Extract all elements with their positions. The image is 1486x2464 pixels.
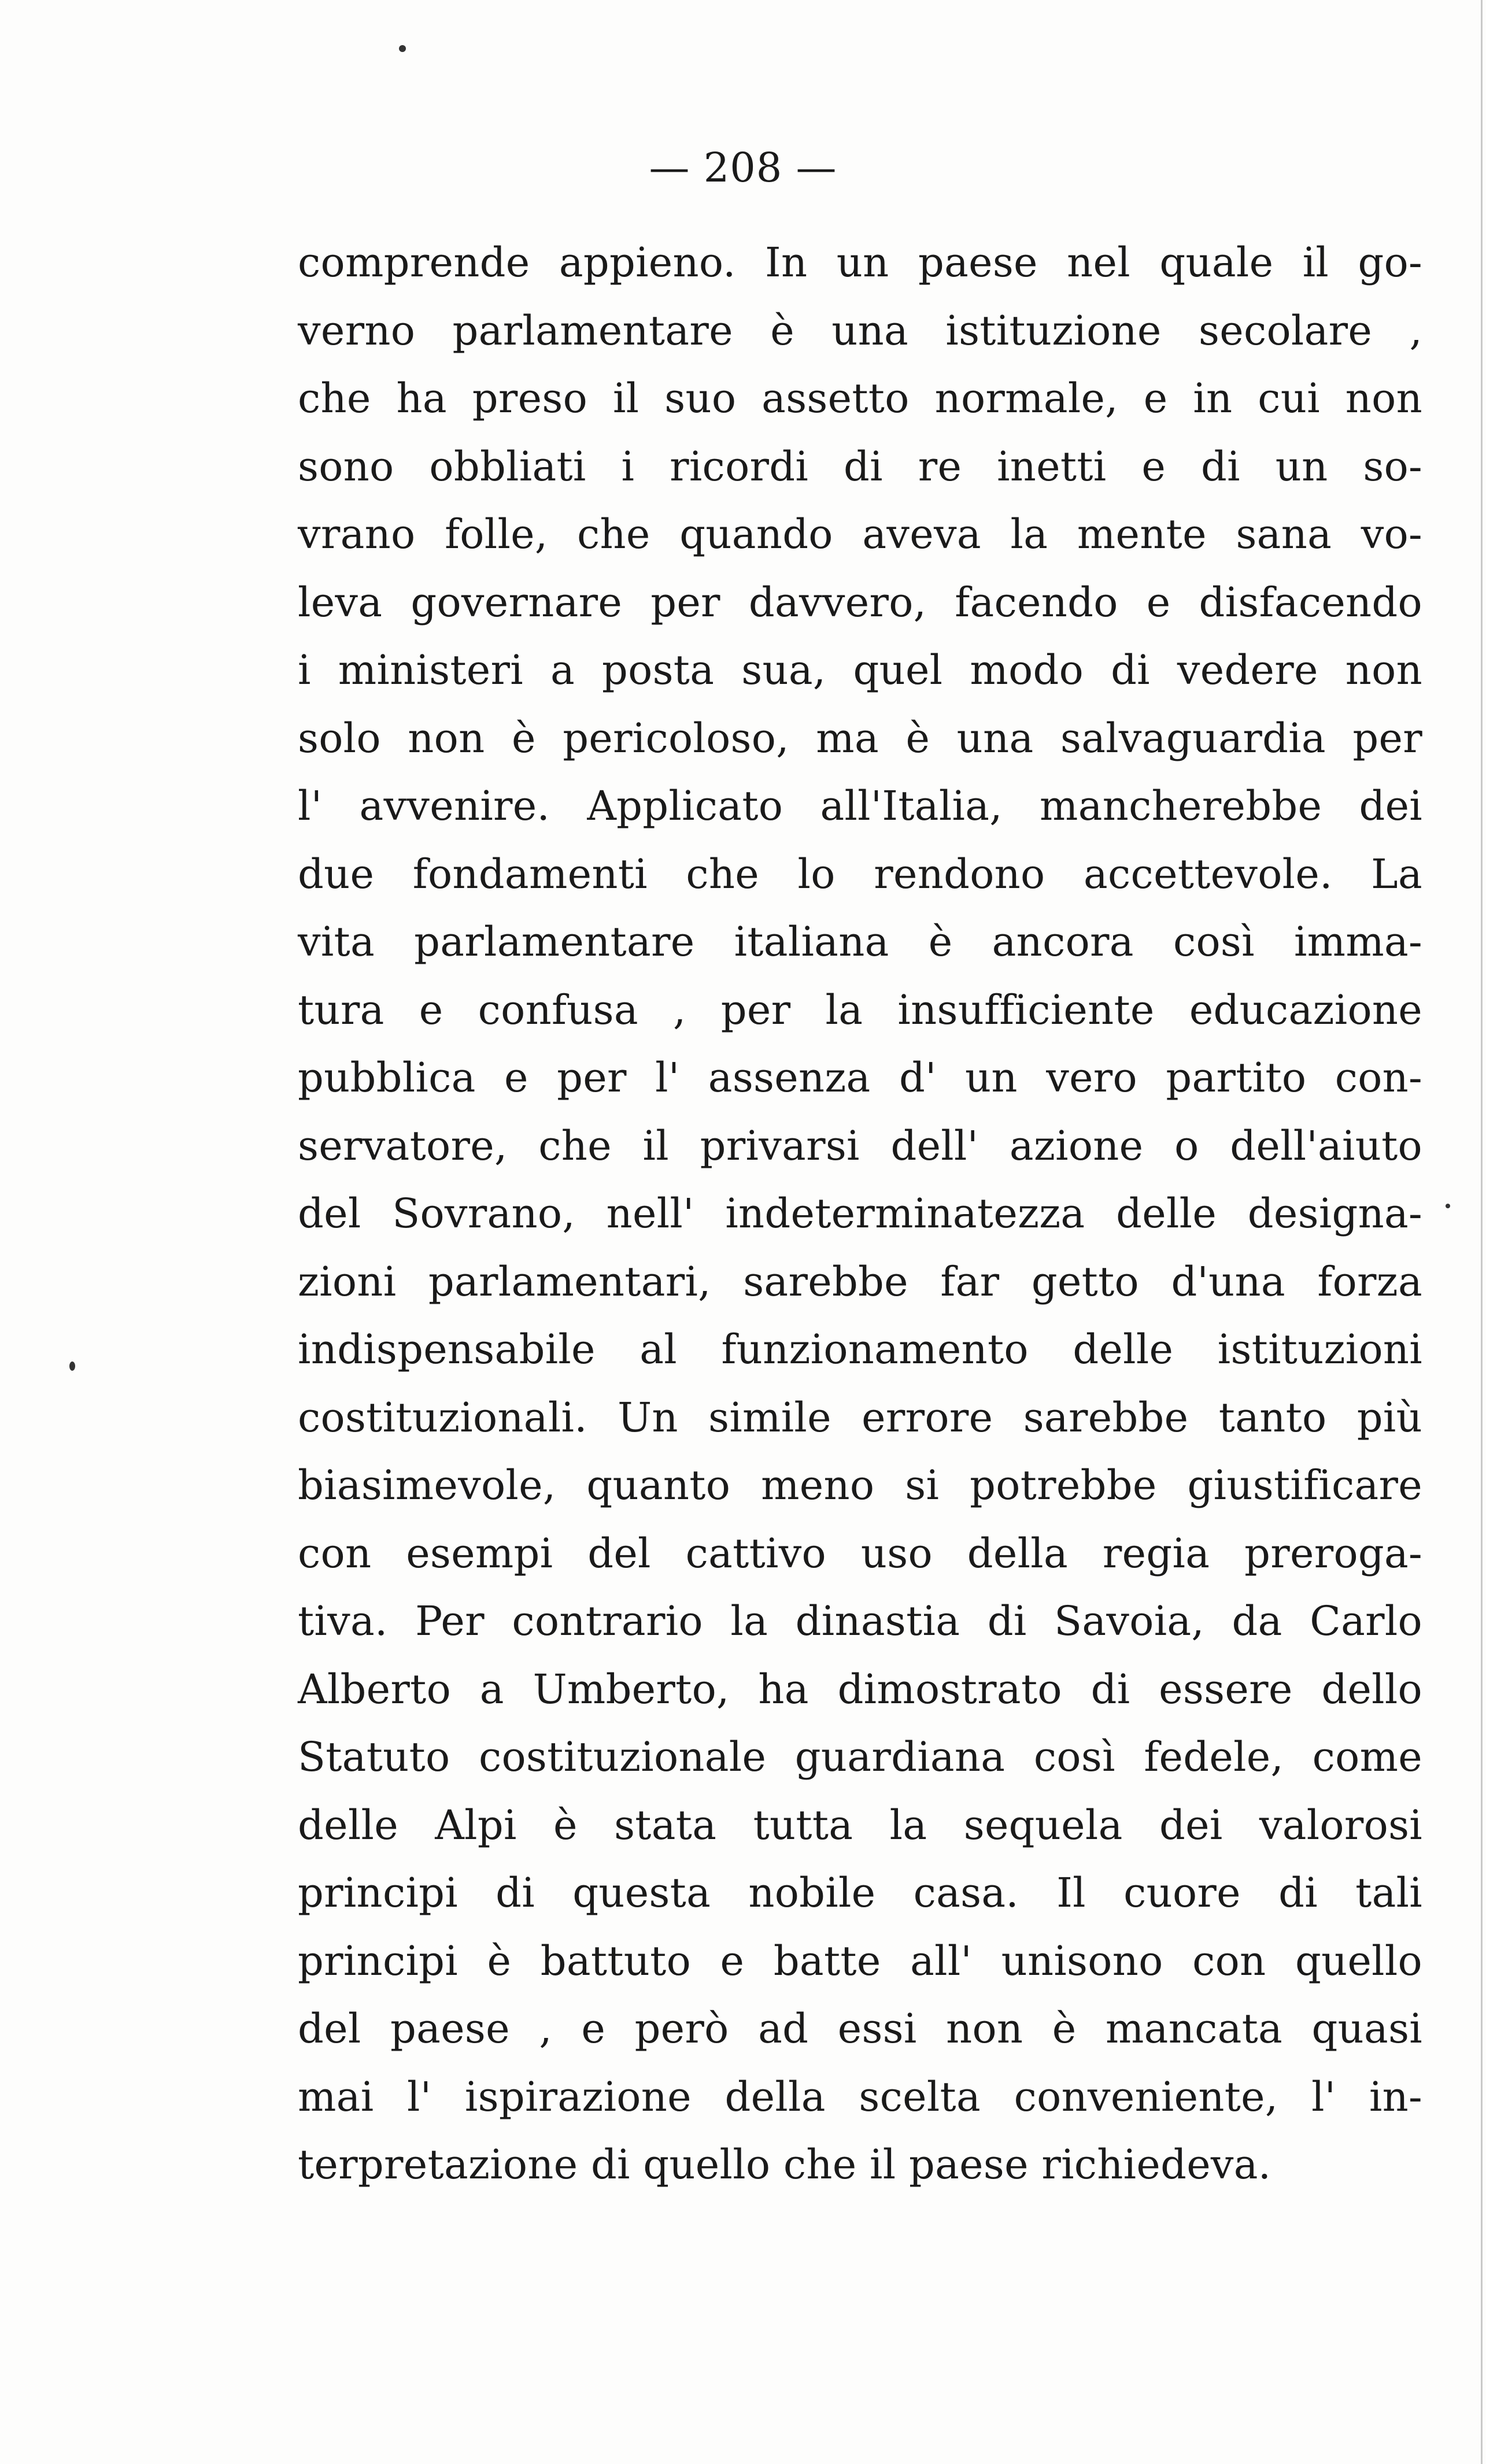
text-line: principi è battuto e batte all' unisono con quello: [298, 1937, 1422, 1985]
scan-speck: [1446, 1204, 1450, 1208]
text-line: del paese , e però ad essi non è mancata quasi: [298, 2005, 1422, 2052]
text-line: servatore, che il privarsi dell' azione o dell'aiuto: [298, 1122, 1422, 1170]
text-line: tura e confusa , per la insufficiente educazione: [298, 986, 1422, 1034]
text-line: del Sovrano, nell' indeterminatezza delle designa-: [298, 1190, 1422, 1237]
text-line: i ministeri a posta sua, quel modo di vedere non: [298, 646, 1422, 694]
text-line: leva governare per davvero, facendo e disfacendo: [298, 578, 1422, 626]
text-line: che ha preso il suo assetto normale, e in cui non: [298, 375, 1422, 422]
scan-speck: [69, 1362, 75, 1371]
scan-speck: [399, 45, 406, 52]
text-line: sono obbliati i ricordi di re inetti e di un so-: [298, 442, 1422, 490]
text-line: solo non è pericoloso, ma è una salvaguardia per: [298, 714, 1422, 762]
text-line: con esempi del cattivo uso della regia preroga-: [298, 1529, 1422, 1577]
text-line: zioni parlamentari, sarebbe far getto d'una forza: [298, 1257, 1422, 1305]
text-line: Alberto a Umberto, ha dimostrato di essere dello: [298, 1665, 1422, 1713]
text-line: pubblica e per l' assenza d' un vero partito con-: [298, 1054, 1422, 1101]
text-line: delle Alpi è stata tutta la sequela dei valorosi: [298, 1801, 1422, 1849]
page-edge-shadow: [1481, 0, 1483, 2464]
text-line: biasimevole, quanto meno si potrebbe giustificare: [298, 1462, 1422, 1509]
body-text: [298, 229, 1422, 2199]
text-line: tiva. Per contrario la dinastia di Savoia, da Carlo: [298, 1597, 1422, 1645]
text-line: due fondamenti che lo rendono accettevole. La: [298, 850, 1422, 898]
text-line: vrano folle, che quando aveva la mente sana vo-: [298, 510, 1422, 558]
page-number: — 208 —: [649, 144, 837, 191]
text-line: comprende appieno. In un paese nel quale il go-: [298, 239, 1422, 286]
text-line: indispensabile al funzionamento delle istituzioni: [298, 1326, 1422, 1373]
text-line: verno parlamentare è una istituzione secolare ,: [298, 306, 1422, 354]
text-line: principi di questa nobile casa. Il cuore di tali: [298, 1869, 1422, 1917]
text-line: Statuto costituzionale guardiana così fedele, come: [298, 1733, 1422, 1781]
text-line: mai l' ispirazione della scelta conveniente, l' in-: [298, 2073, 1422, 2121]
text-line: terpretazione di quello che il paese richiedeva.: [298, 2141, 1271, 2188]
text-line: l' avvenire. Applicato all'Italia, mancherebbe dei: [298, 782, 1422, 830]
text-line: costituzionali. Un simile errore sarebbe tanto più: [298, 1393, 1422, 1441]
text-line: vita parlamentare italiana è ancora così imma-: [298, 918, 1422, 965]
